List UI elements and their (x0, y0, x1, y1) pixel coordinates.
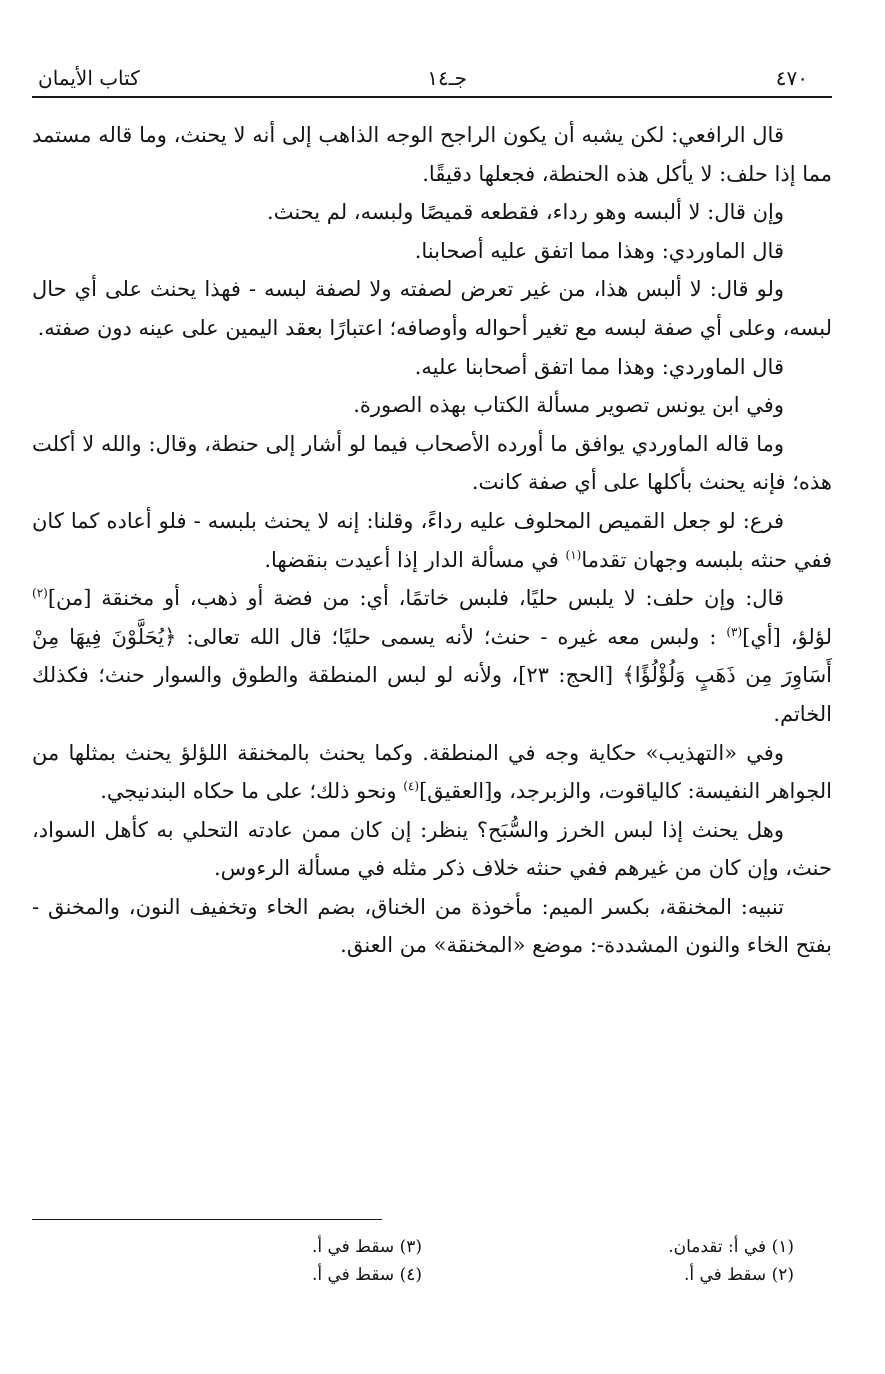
paragraph: وفي ابن يونس تصوير مسألة الكتاب بهذه الصورة. (353, 393, 784, 418)
paragraph: ولو قال: لا ألبس هذا، من غير تعرض لصفته ولا لصفة لبسه - فهذا يحنث على أي حال لبسه، وعلى أي صفة لبسه مع تغير أحواله وأوصافه؛ اعتبارًا بعقد اليمين على عينه دون صفته. (32, 277, 832, 340)
footnote-ref: (٣) (726, 624, 743, 639)
text-run: قال: وإن حلف: لا يلبس حليًا، فلبس خاتمًا، أي: من فضة أو ذهب، أو مخنقة [من] (47, 586, 784, 611)
footnote-text: سقط في أ. (311, 1265, 395, 1285)
footnote-separator (32, 1219, 382, 1220)
page-number: ٤٧٠ (775, 66, 808, 90)
paragraph: قال الماوردي: وهذا مما اتفق أصحابنا عليه. (414, 354, 784, 379)
footnote (312, 1260, 422, 1290)
text-run: في مسألة الدار إذا أعيدت بنقضها. (264, 547, 566, 572)
paragraph: قال الرافعي: لكن يشبه أن يكون الراجح الوجه الذاهب إلى أنه لا يحنث، وما قاله مستمد مما إذا حلف: لا يأكل هذه الحنطة، فجعلها دقيقًا. (32, 123, 832, 186)
footnote-ref: (١) (565, 547, 582, 562)
paragraph: وما قاله الماوردي يوافق ما أورده الأصحاب فيما لو أشار إلى حنطة، وقال: والله لا أكلت هذه؛ فإنه يحنث بأكلها على أي صفة كانت. (32, 431, 832, 495)
footnote-text: سقط في أ. (683, 1265, 767, 1285)
paragraph: تنبيه: المخنقة، بكسر الميم: مأخوذة من الخناق، بضم الخاء وتخفيف النون، والمخنق - بفتح الخاء والنون المشددة-: موضع «المخنقة» من العنق. (32, 894, 832, 958)
footnote-number: (٤) (399, 1265, 422, 1285)
footnote-number: (٢) (771, 1265, 794, 1285)
footnote-area (32, 0, 832, 1374)
footnote (684, 1260, 794, 1290)
paragraph: وإن قال: لا ألبسه وهو رداء، فقطعه قميصًا ولبسه، لم يحنث. (267, 200, 784, 225)
text-run: فرع: لو جعل القميص المحلوف عليه رداءً، وقلنا: إنه لا يحنث بلبسه - فلو أعاده كما كان ففي حنثه بلبسه وجهان تقدما (32, 508, 832, 572)
footnote-text: في أ: تقدمان. (668, 1237, 767, 1257)
text-run: ونحو ذلك؛ على ما حكاه البندنيجي. (100, 779, 404, 804)
paragraph: وهل يحنث إذا لبس الخرز والسُّبَح؟ ينظر: إن كان ممن عادته التحلي به كأهل السواد، حنث، وإن كان من غيرهم ففي حنثه خلاف ذكر مثله في مسألة الرءوس. (32, 817, 832, 881)
text-run: لؤلؤ، [أي] (742, 624, 832, 649)
book-title: كتاب الأيمان (38, 66, 140, 90)
volume-number: جـ١٤ (427, 66, 467, 90)
footnote (668, 1232, 794, 1262)
footnote-number: (١) (771, 1237, 794, 1257)
text-run: وفي «التهذيب» حكاية وجه في المنطقة. وكما يحنث بالمخنقة اللؤلؤ يحنث بمثلها من الجواهر النفيسة: كالياقوت، والزبرجد، و[العقيق] (32, 740, 832, 804)
paragraph: قال الماوردي: وهذا مما اتفق عليه أصحابنا. (414, 238, 784, 263)
footnote (312, 1232, 422, 1262)
footnote-number: (٣) (399, 1237, 422, 1257)
text-run: : ولبس معه غيره - حنث؛ لأنه يسمى حليًا؛ قال الله تعالى: ﴿يُحَلَّوْنَ فِيهَا مِنْ أَسَاوِرَ مِن ذَهَبٍ وَلُؤْلُؤًا﴾ [الحج: ٢٣]، ولأنه لو لبس المنطقة والطوق والسوار حنث؛ فكذلك الخاتم. (32, 624, 832, 726)
footnote-ref: (٤) (403, 779, 420, 794)
footnote-ref: (٢) (32, 586, 48, 601)
footnote-text: سقط في أ. (311, 1237, 395, 1257)
